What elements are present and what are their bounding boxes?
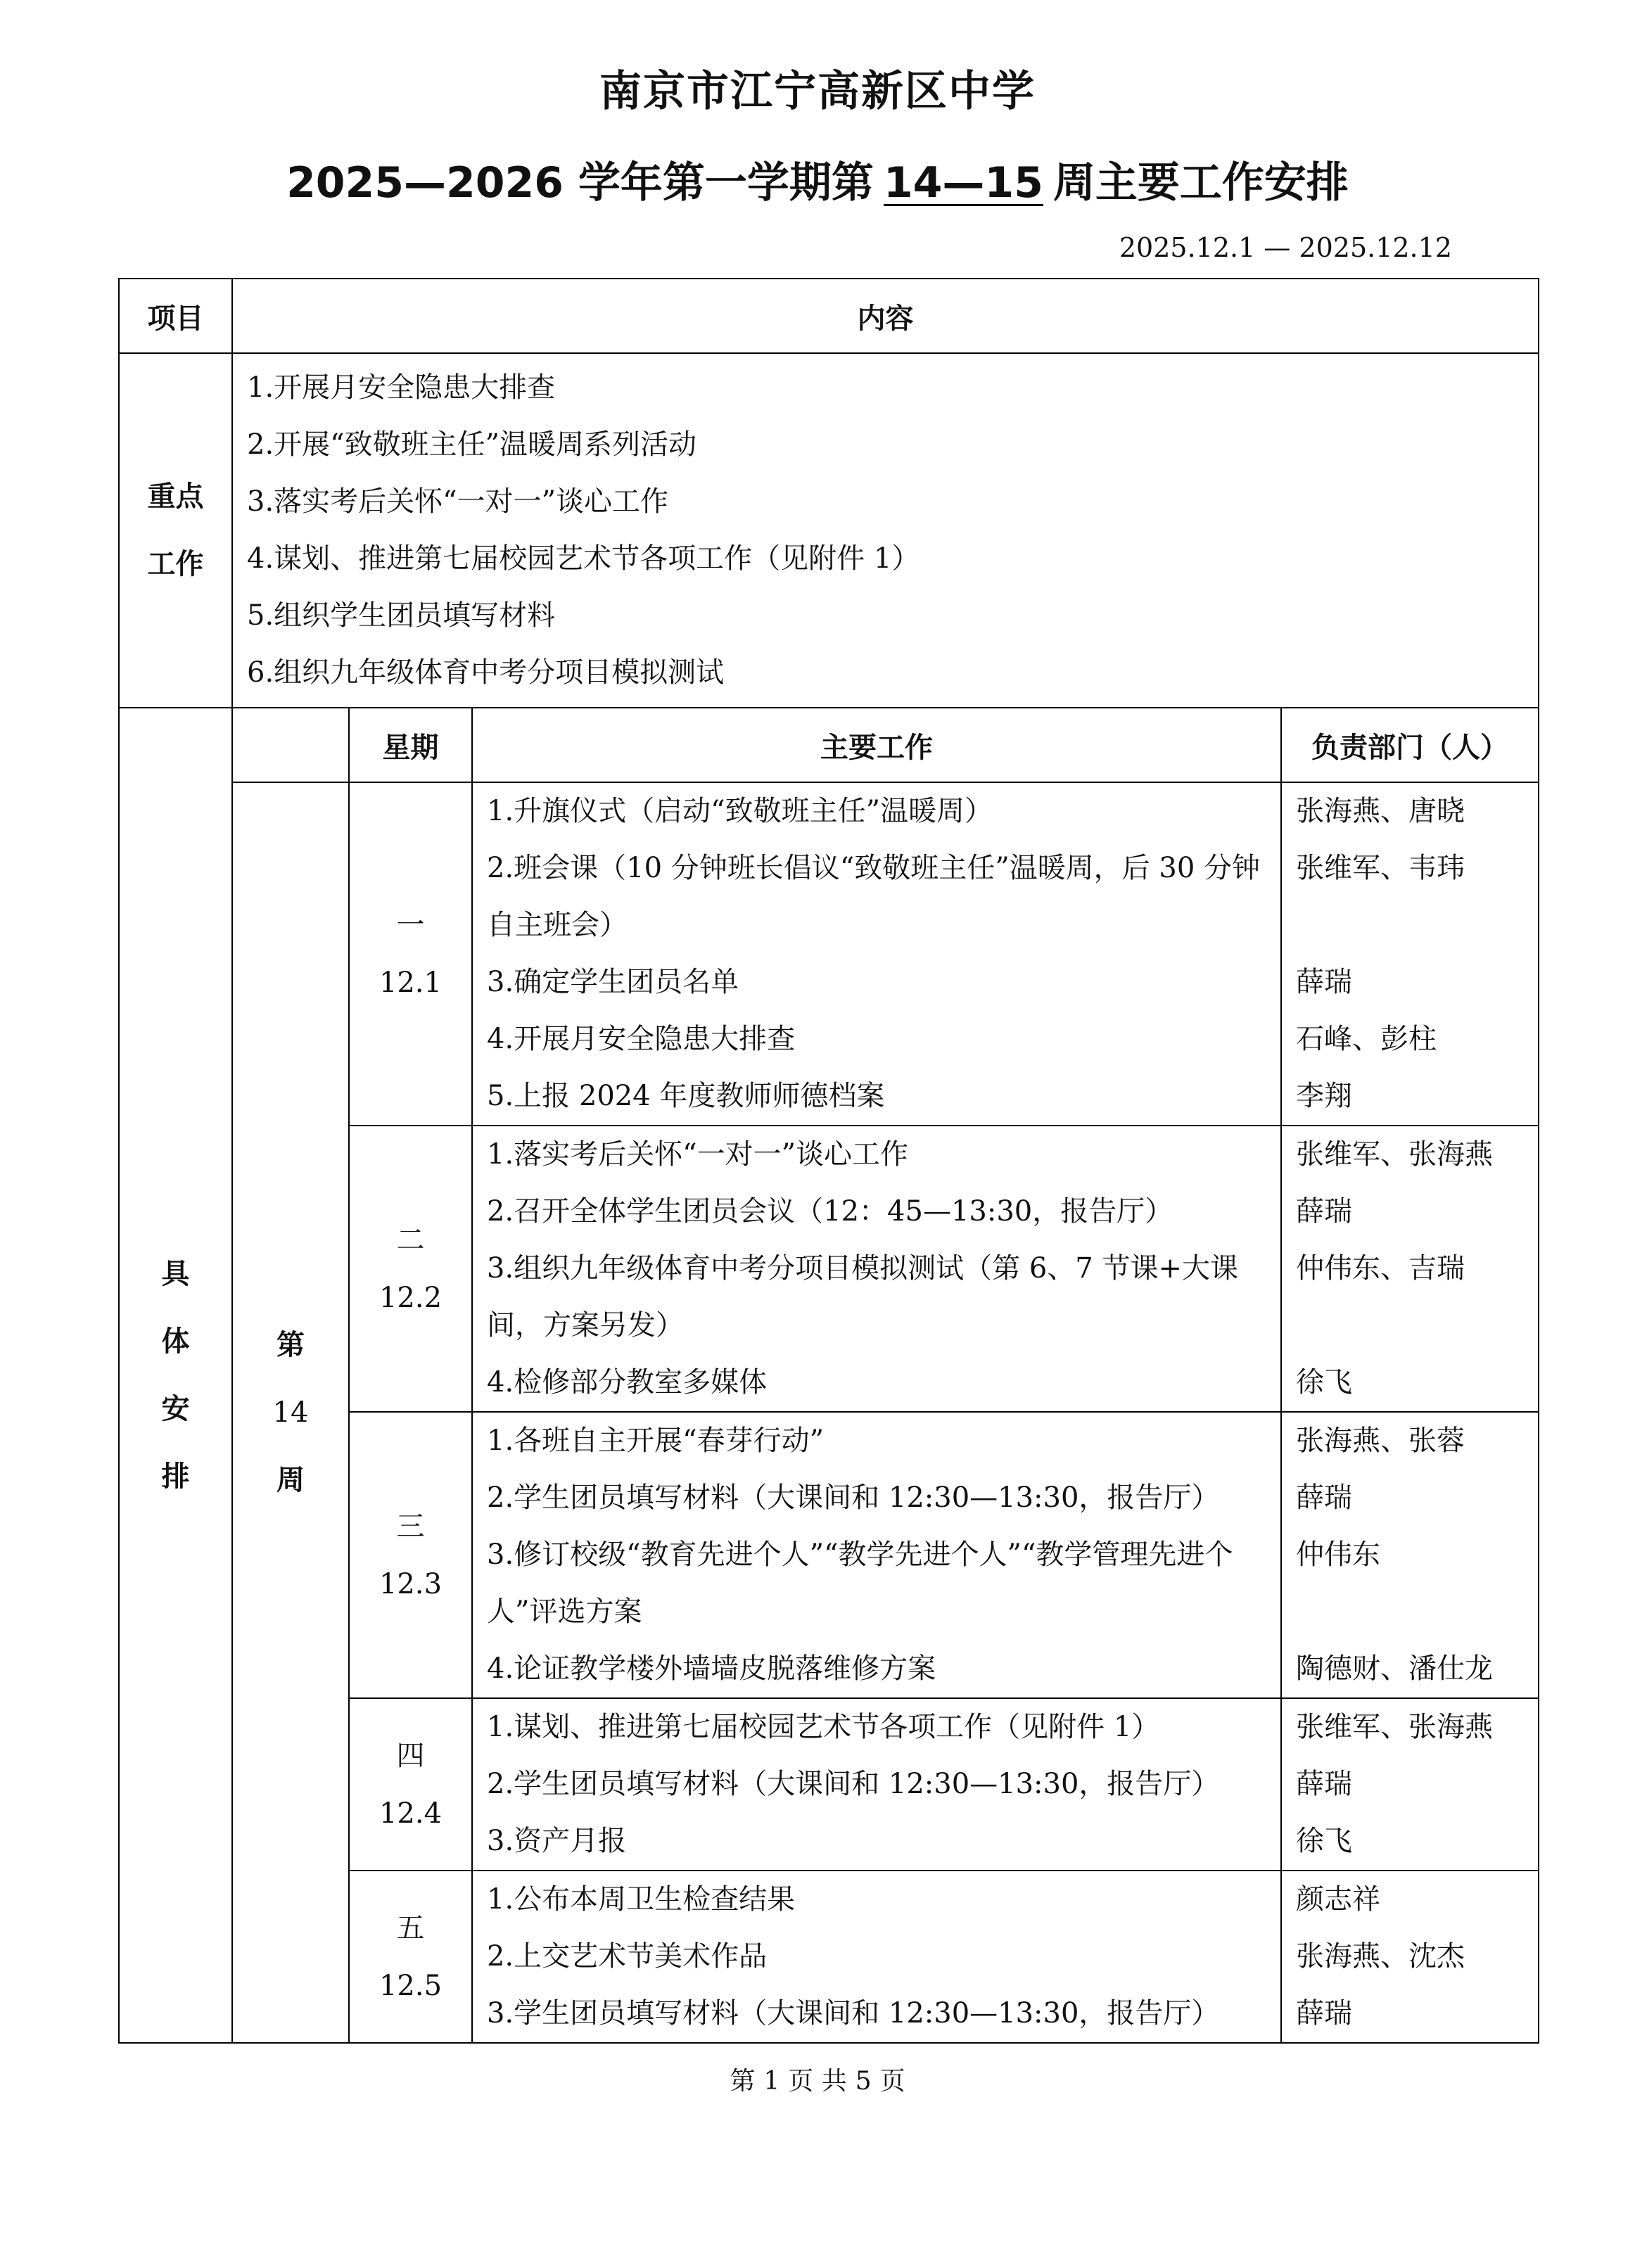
schedule-label	[119, 708, 232, 2043]
key-work-label-line: 重点	[147, 480, 204, 513]
schedule-label-char: 体	[161, 1325, 190, 1358]
owner-item: 薛瑞	[1296, 1195, 1352, 1228]
day-row-mon	[119, 782, 1539, 1126]
work-header: 主要工作	[472, 708, 1281, 782]
schedule-header-row	[119, 708, 1539, 782]
title-prefix: 2025—2026 学年第一学期第	[286, 158, 874, 208]
owner-item: 张维军、张海燕	[1296, 1711, 1493, 1743]
task-item: 2.学生团员填写材料（大课间和 12:30—13:30，报告厅）	[487, 1768, 1220, 1800]
task-item: 4.检修部分教室多媒体	[487, 1366, 768, 1399]
task-item: 4.论证教学楼外墙墙皮脱落维修方案	[487, 1652, 936, 1685]
task-item: 3.组织九年级体育中考分项目模拟测试（第 6、7 节课+大课间，方案另发）	[487, 1252, 1239, 1342]
owner-list	[1281, 1698, 1539, 1871]
week-label-part: 周	[276, 1464, 305, 1496]
school-title: 南京市江宁高新区中学	[599, 67, 1036, 116]
weekday-header: 星期	[349, 708, 472, 782]
owner-item	[1296, 1297, 1524, 1354]
task-list	[472, 782, 1281, 1126]
task-list	[472, 1126, 1281, 1412]
owner-item: 石峰、彭柱	[1296, 1023, 1437, 1055]
owner-list	[1281, 1412, 1539, 1698]
owner-item	[1296, 1584, 1524, 1641]
task-list	[472, 1698, 1281, 1871]
task-item: 1.公布本周卫生检查结果	[487, 1883, 796, 1916]
task-item: 2.上交艺术节美术作品	[487, 1940, 768, 1973]
page-footer	[0, 2061, 1635, 2097]
owner-item: 徐飞	[1296, 1366, 1352, 1399]
content-header: 内容	[232, 279, 1539, 353]
key-work-label	[119, 353, 232, 708]
owner-item: 薛瑞	[1296, 1997, 1352, 2030]
owner-item: 薛瑞	[1296, 1482, 1352, 1514]
task-item: 3.确定学生团员名单	[487, 966, 739, 998]
task-item: 1.谋划、推进第七届校园艺术节各项工作（见附件 1）	[487, 1711, 1160, 1743]
day-date: 12.2	[378, 1281, 443, 1314]
owner-item: 张维军、张海燕	[1296, 1138, 1493, 1171]
task-item: 1.落实考后关怀“一对一”谈心工作	[487, 1138, 909, 1171]
owner-item: 张维军、韦玮	[1296, 852, 1465, 884]
task-item: 5.上报 2024 年度教师师德档案	[487, 1080, 885, 1112]
owner-item: 陶德财、潘仕龙	[1296, 1652, 1493, 1685]
task-item: 1.各班自主开展“春芽行动”	[487, 1425, 825, 1457]
day-cell	[349, 1698, 472, 1871]
task-item: 1.升旗仪式（启动“致敬班主任”温暖周）	[487, 795, 993, 827]
owner-item: 仲伟东、吉瑞	[1296, 1252, 1465, 1285]
weekday: 四	[396, 1739, 425, 1772]
weekday: 三	[396, 1510, 425, 1543]
owner-item: 薛瑞	[1296, 1768, 1352, 1800]
weekday: 五	[396, 1911, 425, 1944]
item-header: 项目	[119, 279, 232, 353]
schedule-label-char: 安	[161, 1393, 190, 1425]
task-item: 2.班会课（10 分钟班长倡议“致敬班主任”温暖周，后 30 分钟自主班会）	[487, 852, 1261, 941]
weekday: 一	[396, 909, 425, 941]
schedule-table	[118, 278, 1539, 2044]
day-date: 12.1	[378, 967, 443, 999]
footer-page-mid: 页 共	[788, 2067, 847, 2096]
key-work-label-line: 工作	[147, 548, 204, 580]
owner-item: 张海燕、张蓉	[1296, 1425, 1465, 1457]
schedule-label-char: 排	[161, 1460, 190, 1493]
owner-item: 张海燕、唐晓	[1296, 795, 1465, 827]
title-suffix: 周主要工作安排	[1052, 158, 1349, 208]
owner-item: 张海燕、沈杰	[1296, 1940, 1465, 1973]
schedule-title	[0, 149, 1635, 210]
owner-item: 李翔	[1296, 1080, 1352, 1112]
owner-item: 徐飞	[1296, 1825, 1352, 1857]
key-work-item: 1.开展月安全隐患大排查	[247, 371, 556, 404]
day-cell	[349, 1871, 472, 2043]
dept-header: 负责部门（人）	[1281, 708, 1539, 782]
footer-page-num: 1	[763, 2067, 780, 2096]
day-date: 12.4	[378, 1797, 443, 1830]
owner-item	[1296, 897, 1524, 954]
day-date: 12.5	[378, 1969, 443, 2002]
blank-header-cell	[232, 708, 349, 782]
week-label	[232, 782, 349, 2043]
schedule-label-char: 具	[161, 1258, 190, 1290]
task-item: 2.召开全体学生团员会议（12：45—13:30，报告厅）	[487, 1195, 1173, 1228]
week-label-part: 第	[276, 1329, 305, 1361]
key-work-item: 6.组织九年级体育中考分项目模拟测试	[247, 656, 725, 689]
key-work-item: 2.开展“致敬班主任”温暖周系列活动	[247, 428, 697, 461]
key-work-item: 5.组织学生团员填写材料	[247, 599, 556, 632]
owner-item: 仲伟东	[1296, 1538, 1380, 1571]
key-work-row	[119, 353, 1539, 708]
footer-page-suffix: 页	[879, 2067, 905, 2096]
day-cell	[349, 1412, 472, 1698]
owner-list	[1281, 1126, 1539, 1412]
task-list	[472, 1871, 1281, 2043]
week-label-part: 14	[272, 1396, 309, 1429]
task-list	[472, 1412, 1281, 1698]
title-weeks: 14—15	[883, 158, 1043, 208]
weekday: 二	[396, 1223, 425, 1256]
task-item: 2.学生团员填写材料（大课间和 12:30—13:30，报告厅）	[487, 1482, 1220, 1514]
task-item: 3.资产月报	[487, 1825, 627, 1857]
task-item: 3.修订校级“教育先进个人”“教学先进个人”“教学管理先进个人”评选方案	[487, 1538, 1233, 1628]
owner-item: 薛瑞	[1296, 966, 1352, 998]
owner-item: 颜志祥	[1296, 1883, 1380, 1916]
task-item: 4.开展月安全隐患大排查	[487, 1023, 796, 1055]
task-item: 3.学生团员填写材料（大课间和 12:30—13:30，报告厅）	[487, 1997, 1220, 2030]
date-range: 2025.12.1 — 2025.12.12	[1119, 232, 1452, 263]
table-header-row	[119, 279, 1539, 353]
day-cell	[349, 1126, 472, 1412]
owner-list	[1281, 1871, 1539, 2043]
key-work-item: 3.落实考后关怀“一对一”谈心工作	[247, 485, 669, 518]
footer-page-total: 5	[855, 2067, 872, 2096]
footer-page-prefix: 第	[730, 2067, 756, 2096]
day-cell	[349, 782, 472, 1126]
owner-list	[1281, 782, 1539, 1126]
key-work-list	[232, 353, 1539, 708]
key-work-item: 4.谋划、推进第七届校园艺术节各项工作（见附件 1）	[247, 542, 920, 575]
day-date: 12.3	[378, 1567, 443, 1600]
